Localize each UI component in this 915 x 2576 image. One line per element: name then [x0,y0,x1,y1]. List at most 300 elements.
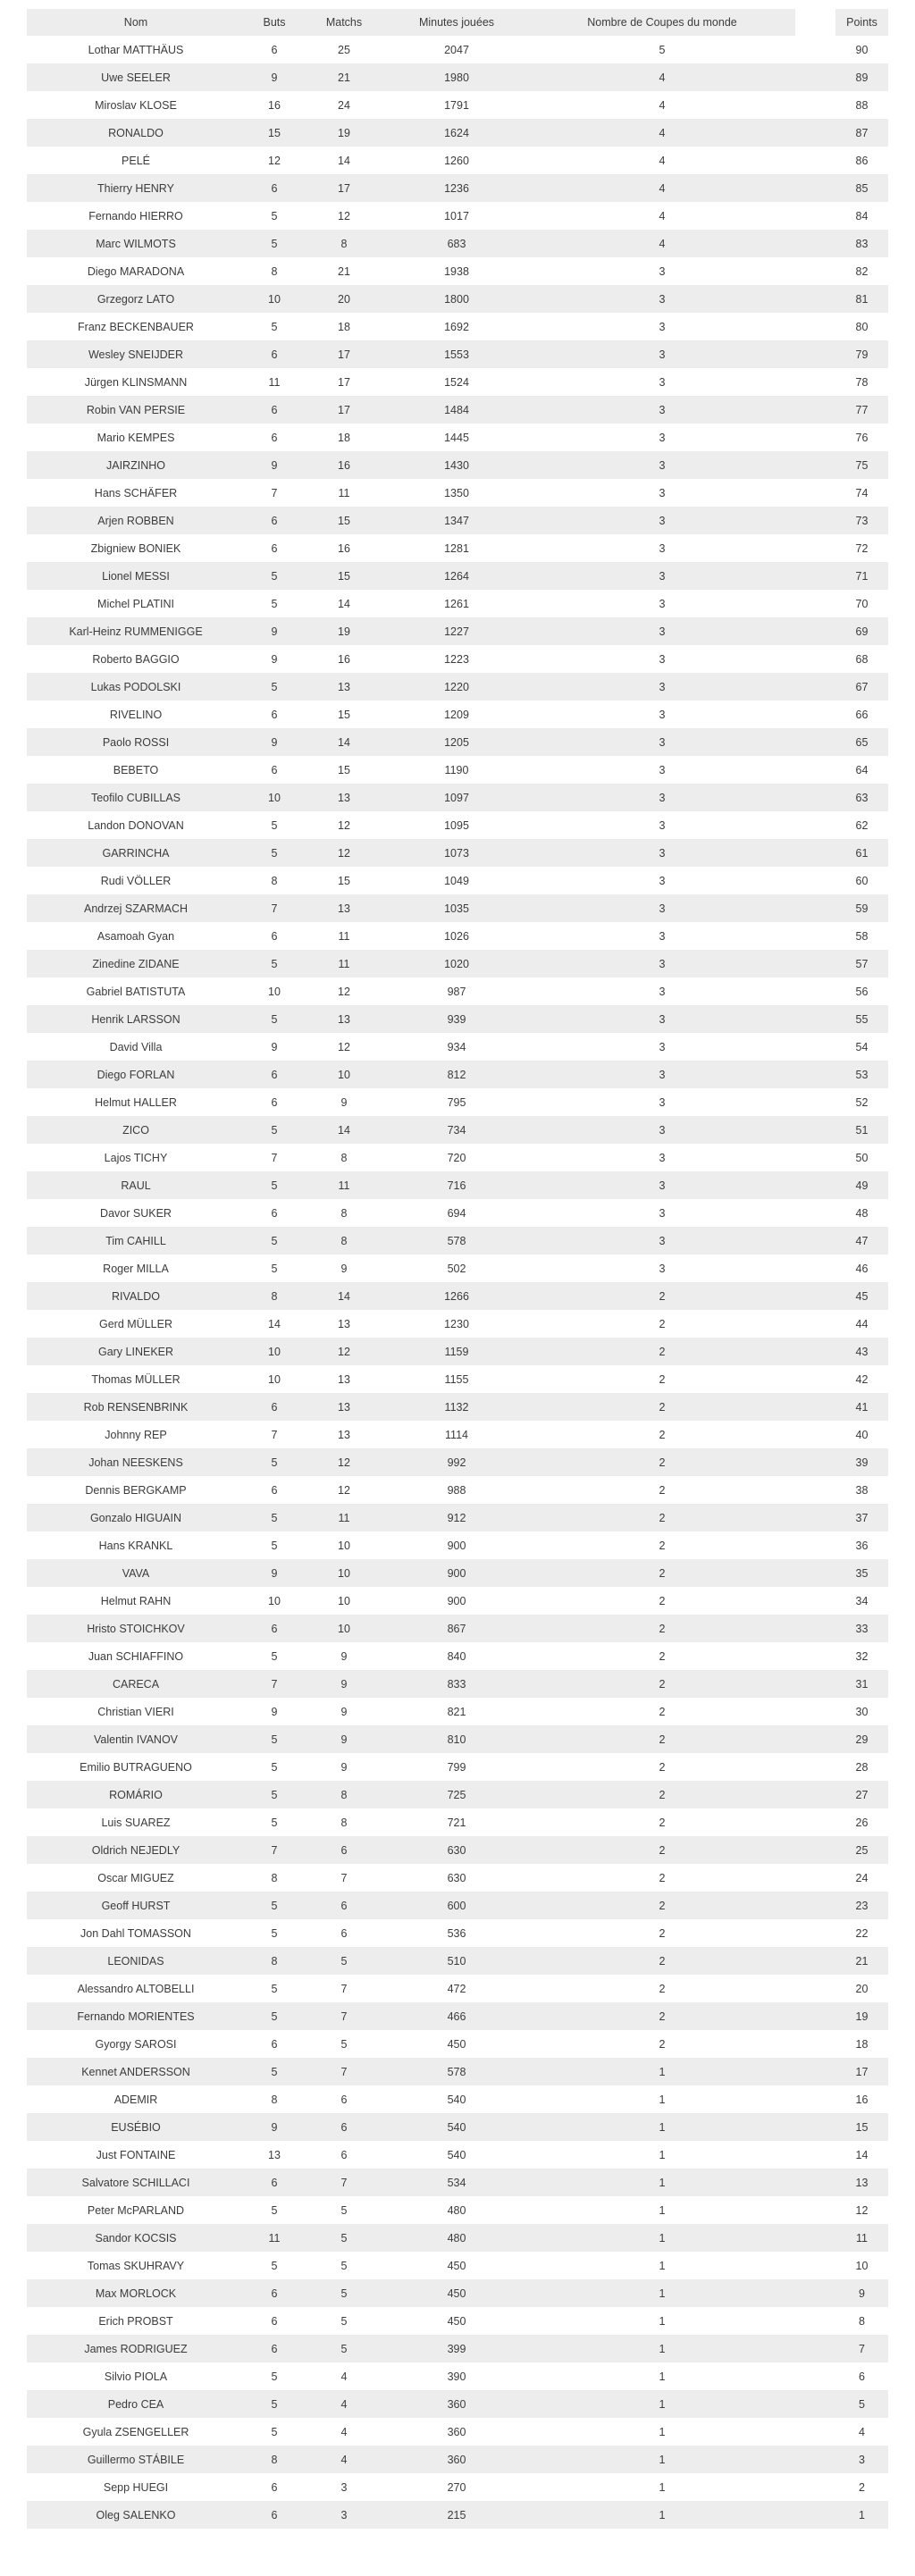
cell-matchs: 14 [304,147,384,174]
cell-spacer [795,340,835,368]
table-row[interactable] [27,1559,888,1587]
cell-coupes: 3 [529,424,795,451]
cell-minutes: 1264 [384,562,529,590]
cell-matchs: 10 [304,1559,384,1587]
cell-buts: 6 [245,340,304,368]
column-header-nom[interactable]: Nom [27,9,245,36]
cell-coupes: 1 [529,2446,795,2473]
cell-matchs: 8 [304,1144,384,1171]
cell-minutes: 799 [384,1753,529,1781]
cell-minutes: 540 [384,2113,529,2141]
cell-matchs: 9 [304,1088,384,1116]
cell-minutes: 988 [384,1476,529,1504]
cell-buts: 5 [245,1171,304,1199]
cell-minutes: 1236 [384,174,529,202]
table-row[interactable] [27,36,888,63]
cell-nom: Hans SCHÄFER [27,479,245,507]
cell-coupes: 3 [529,1227,795,1254]
table-header-row [27,9,888,36]
cell-points: 64 [835,756,888,784]
cell-matchs: 15 [304,867,384,894]
cell-minutes: 721 [384,1808,529,1836]
table-row[interactable] [27,1947,888,1975]
table-row[interactable] [27,784,888,811]
table-row[interactable] [27,1144,888,1171]
cell-matchs: 5 [304,2252,384,2279]
cell-minutes: 912 [384,1504,529,1531]
cell-buts: 5 [245,2418,304,2446]
cell-matchs: 11 [304,479,384,507]
cell-spacer [795,1033,835,1061]
table-row[interactable] [27,1171,888,1199]
table-row[interactable] [27,978,888,1005]
table-row[interactable] [27,756,888,784]
cell-points: 9 [835,2279,888,2307]
table-row[interactable] [27,950,888,978]
table-row[interactable] [27,2446,888,2473]
cell-buts: 10 [245,1365,304,1393]
cell-points: 89 [835,63,888,91]
table-row[interactable] [27,340,888,368]
table-row[interactable] [27,1338,888,1365]
table-row[interactable] [27,1310,888,1338]
cell-buts: 5 [245,1642,304,1670]
cell-matchs: 9 [304,1670,384,1698]
table-row[interactable] [27,313,888,340]
cell-points: 21 [835,1947,888,1975]
cell-spacer [795,1725,835,1753]
cell-matchs: 5 [304,2335,384,2362]
cell-spacer [795,673,835,701]
table-row[interactable] [27,368,888,396]
cell-matchs: 6 [304,2113,384,2141]
cell-spacer [795,894,835,922]
table-row[interactable] [27,1587,888,1615]
cell-nom: RIVALDO [27,1282,245,1310]
cell-buts: 5 [245,1504,304,1531]
cell-minutes: 840 [384,1642,529,1670]
cell-coupes: 3 [529,950,795,978]
cell-spacer [795,174,835,202]
table-row[interactable] [27,2362,888,2390]
cell-minutes: 450 [384,2307,529,2335]
cell-matchs: 19 [304,119,384,147]
table-row[interactable] [27,424,888,451]
table-row[interactable] [27,673,888,701]
cell-nom: Dennis BERGKAMP [27,1476,245,1504]
cell-buts: 5 [245,1975,304,2002]
table-row[interactable] [27,1864,888,1892]
cell-buts: 9 [245,63,304,91]
cell-minutes: 992 [384,1448,529,1476]
cell-spacer [795,1615,835,1642]
cell-spacer [795,451,835,479]
table-row[interactable] [27,1975,888,2002]
cell-matchs: 14 [304,728,384,756]
cell-spacer [795,645,835,673]
table-row[interactable] [27,728,888,756]
table-row[interactable] [27,1476,888,1504]
cell-minutes: 1791 [384,91,529,119]
cell-coupes: 1 [529,2141,795,2169]
cell-nom: ZICO [27,1116,245,1144]
cell-points: 24 [835,1864,888,1892]
table-row[interactable] [27,91,888,119]
cell-points: 57 [835,950,888,978]
cell-nom: ADEMIR [27,2085,245,2113]
table-row[interactable] [27,2002,888,2030]
cell-buts: 5 [245,950,304,978]
cell-nom: Michel PLATINI [27,590,245,617]
table-row[interactable] [27,1781,888,1808]
cell-spacer [795,2196,835,2224]
table-row[interactable] [27,1199,888,1227]
cell-matchs: 11 [304,950,384,978]
table-row[interactable] [27,2252,888,2279]
table-row[interactable] [27,1531,888,1559]
table-row[interactable] [27,2058,888,2085]
cell-spacer [795,63,835,91]
cell-minutes: 1205 [384,728,529,756]
table-row[interactable] [27,257,888,285]
table-row[interactable] [27,2279,888,2307]
table-row[interactable] [27,396,888,424]
table-row[interactable] [27,1919,888,1947]
column-header-coupes[interactable]: Nombre de Coupes du monde [529,9,795,36]
cell-minutes: 540 [384,2141,529,2169]
cell-points: 35 [835,1559,888,1587]
cell-buts: 16 [245,91,304,119]
cell-spacer [795,1310,835,1338]
cell-points: 75 [835,451,888,479]
cell-coupes: 2 [529,1421,795,1448]
cell-spacer [795,368,835,396]
table-row[interactable] [27,2501,888,2529]
cell-coupes: 3 [529,645,795,673]
cell-nom: Uwe SEELER [27,63,245,91]
cell-nom: Tim CAHILL [27,1227,245,1254]
cell-coupes: 2 [529,1670,795,1698]
cell-matchs: 25 [304,36,384,63]
cell-points: 42 [835,1365,888,1393]
cell-coupes: 4 [529,174,795,202]
cell-minutes: 1938 [384,257,529,285]
table-row[interactable] [27,2169,888,2196]
cell-nom: RONALDO [27,119,245,147]
cell-minutes: 1430 [384,451,529,479]
cell-minutes: 399 [384,2335,529,2362]
cell-coupes: 3 [529,701,795,728]
cell-points: 70 [835,590,888,617]
table-row[interactable] [27,2418,888,2446]
cell-buts: 6 [245,424,304,451]
cell-nom: Robin VAN PERSIE [27,396,245,424]
cell-buts: 5 [245,1781,304,1808]
table-row[interactable] [27,1698,888,1725]
cell-minutes: 480 [384,2224,529,2252]
cell-nom: Roger MILLA [27,1254,245,1282]
cell-spacer [795,2030,835,2058]
table-row[interactable] [27,2390,888,2418]
cell-points: 19 [835,2002,888,2030]
cell-nom: Sepp HUEGI [27,2473,245,2501]
cell-points: 53 [835,1061,888,1088]
cell-nom: Gonzalo HIGUAIN [27,1504,245,1531]
cell-spacer [795,2141,835,2169]
table-row[interactable] [27,1088,888,1116]
cell-points: 48 [835,1199,888,1227]
cell-buts: 5 [245,839,304,867]
cell-nom: Rudi VÖLLER [27,867,245,894]
table-row[interactable] [27,1227,888,1254]
cell-spacer [795,2335,835,2362]
cell-buts: 9 [245,2113,304,2141]
cell-coupes: 3 [529,1254,795,1282]
cell-spacer [795,1781,835,1808]
cell-coupes: 1 [529,2279,795,2307]
cell-points: 80 [835,313,888,340]
cell-coupes: 3 [529,285,795,313]
cell-nom: Pedro CEA [27,2390,245,2418]
cell-points: 25 [835,1836,888,1864]
cell-coupes: 3 [529,1144,795,1171]
cell-spacer [795,119,835,147]
cell-minutes: 360 [384,2446,529,2473]
table-row[interactable] [27,1753,888,1781]
cell-minutes: 795 [384,1088,529,1116]
table-row[interactable] [27,63,888,91]
cell-matchs: 18 [304,424,384,451]
cell-points: 28 [835,1753,888,1781]
cell-points: 62 [835,811,888,839]
cell-matchs: 5 [304,2224,384,2252]
cell-spacer [795,1642,835,1670]
cell-nom: Guillermo STÁBILE [27,2446,245,2473]
cell-coupes: 3 [529,257,795,285]
cell-points: 32 [835,1642,888,1670]
table-row[interactable] [27,202,888,230]
table-row[interactable] [27,534,888,562]
cell-buts: 6 [245,922,304,950]
cell-points: 27 [835,1781,888,1808]
cell-matchs: 24 [304,91,384,119]
cell-matchs: 10 [304,1531,384,1559]
table-row[interactable] [27,2335,888,2362]
table-row[interactable] [27,1254,888,1282]
table-row[interactable] [27,479,888,507]
cell-nom: Tomas SKUHRAVY [27,2252,245,2279]
cell-nom: Zbigniew BONIEK [27,534,245,562]
cell-nom: PELÉ [27,147,245,174]
cell-spacer [795,2085,835,2113]
cell-matchs: 8 [304,1199,384,1227]
table-row[interactable] [27,174,888,202]
cell-nom: Jürgen KLINSMANN [27,368,245,396]
cell-minutes: 390 [384,2362,529,2390]
table-row[interactable] [27,839,888,867]
table-row[interactable] [27,811,888,839]
cell-buts: 5 [245,1116,304,1144]
cell-buts: 12 [245,147,304,174]
cell-buts: 9 [245,1033,304,1061]
cell-buts: 9 [245,728,304,756]
table-row[interactable] [27,2030,888,2058]
table-row[interactable] [27,1642,888,1670]
cell-minutes: 683 [384,230,529,257]
cell-spacer [795,1587,835,1615]
cell-coupes: 2 [529,1338,795,1365]
cell-matchs: 4 [304,2446,384,2473]
table-row[interactable] [27,590,888,617]
cell-buts: 6 [245,1199,304,1227]
table-row[interactable] [27,2473,888,2501]
cell-spacer [795,2446,835,2473]
cell-buts: 7 [245,1670,304,1698]
cell-buts: 6 [245,1088,304,1116]
cell-spacer [795,1282,835,1310]
table-row[interactable] [27,2113,888,2141]
cell-nom: Fernando HIERRO [27,202,245,230]
cell-minutes: 694 [384,1199,529,1227]
cell-coupes: 2 [529,1642,795,1670]
cell-points: 14 [835,2141,888,2169]
table-row[interactable] [27,1061,888,1088]
cell-minutes: 1159 [384,1338,529,1365]
table-row[interactable] [27,617,888,645]
table-row[interactable] [27,894,888,922]
column-header-minutes[interactable]: Minutes jouées [384,9,529,36]
cell-nom: EUSÉBIO [27,2113,245,2141]
table-row[interactable] [27,147,888,174]
cell-nom: Helmut HALLER [27,1088,245,1116]
cell-points: 2 [835,2473,888,2501]
table-row[interactable] [27,1504,888,1531]
cell-nom: Diego FORLAN [27,1061,245,1088]
cell-coupes: 2 [529,1781,795,1808]
table-row[interactable] [27,1448,888,1476]
table-row[interactable] [27,867,888,894]
table-row[interactable] [27,645,888,673]
cell-nom: CARECA [27,1670,245,1698]
table-row[interactable] [27,1670,888,1698]
table-row[interactable] [27,1615,888,1642]
cell-nom: Lajos TICHY [27,1144,245,1171]
column-header-matchs[interactable]: Matchs [304,9,384,36]
table-row[interactable] [27,1282,888,1310]
cell-matchs: 8 [304,1781,384,1808]
cell-points: 43 [835,1338,888,1365]
cell-points: 66 [835,701,888,728]
cell-coupes: 2 [529,1836,795,1864]
table-row[interactable] [27,2224,888,2252]
cell-coupes: 3 [529,1116,795,1144]
table-row[interactable] [27,1725,888,1753]
table-row[interactable] [27,922,888,950]
table-row[interactable] [27,1033,888,1061]
cell-spacer [795,147,835,174]
cell-buts: 5 [245,2058,304,2085]
cell-buts: 8 [245,1282,304,1310]
cell-minutes: 1020 [384,950,529,978]
cell-matchs: 7 [304,2002,384,2030]
cell-spacer [795,922,835,950]
cell-minutes: 1190 [384,756,529,784]
cell-buts: 8 [245,867,304,894]
cell-matchs: 12 [304,1033,384,1061]
table-row[interactable] [27,507,888,534]
cell-minutes: 1524 [384,368,529,396]
cell-points: 72 [835,534,888,562]
table-row[interactable] [27,1005,888,1033]
column-header-points[interactable]: Points [835,9,888,36]
table-row[interactable] [27,1365,888,1393]
cell-matchs: 6 [304,2085,384,2113]
cell-spacer [795,2252,835,2279]
cell-points: 22 [835,1919,888,1947]
table-row[interactable] [27,230,888,257]
cell-spacer [795,1421,835,1448]
cell-matchs: 12 [304,202,384,230]
cell-nom: Jon Dahl TOMASSON [27,1919,245,1947]
cell-minutes: 450 [384,2279,529,2307]
table-row[interactable] [27,562,888,590]
cell-coupes: 3 [529,1199,795,1227]
cell-nom: Gerd MÜLLER [27,1310,245,1338]
cell-coupes: 2 [529,1365,795,1393]
cell-points: 4 [835,2418,888,2446]
cell-buts: 5 [245,562,304,590]
table-row[interactable] [27,701,888,728]
cell-minutes: 360 [384,2390,529,2418]
cell-buts: 8 [245,1947,304,1975]
table-row[interactable] [27,1836,888,1864]
cell-matchs: 13 [304,1365,384,1393]
cell-minutes: 1980 [384,63,529,91]
table-row[interactable] [27,1421,888,1448]
cell-minutes: 900 [384,1531,529,1559]
table-row[interactable] [27,451,888,479]
cell-matchs: 17 [304,174,384,202]
cell-buts: 11 [245,2224,304,2252]
cell-minutes: 1073 [384,839,529,867]
column-header-buts[interactable]: Buts [245,9,304,36]
cell-buts: 9 [245,1698,304,1725]
cell-minutes: 1266 [384,1282,529,1310]
cell-matchs: 9 [304,1642,384,1670]
table-row[interactable] [27,285,888,313]
cell-matchs: 5 [304,1947,384,1975]
table-row[interactable] [27,1393,888,1421]
cell-minutes: 540 [384,2085,529,2113]
cell-points: 34 [835,1587,888,1615]
table-row[interactable] [27,1116,888,1144]
table-row[interactable] [27,2196,888,2224]
cell-minutes: 1223 [384,645,529,673]
cell-coupes: 1 [529,2224,795,2252]
table-row[interactable] [27,2085,888,2113]
cell-points: 17 [835,2058,888,2085]
cell-coupes: 2 [529,1476,795,1504]
cell-points: 49 [835,1171,888,1199]
table-row[interactable] [27,2307,888,2335]
table-row[interactable] [27,1808,888,1836]
cell-minutes: 833 [384,1670,529,1698]
table-row[interactable] [27,2141,888,2169]
cell-spacer [795,36,835,63]
table-row[interactable] [27,119,888,147]
table-row[interactable] [27,1892,888,1919]
cell-nom: JAIRZINHO [27,451,245,479]
